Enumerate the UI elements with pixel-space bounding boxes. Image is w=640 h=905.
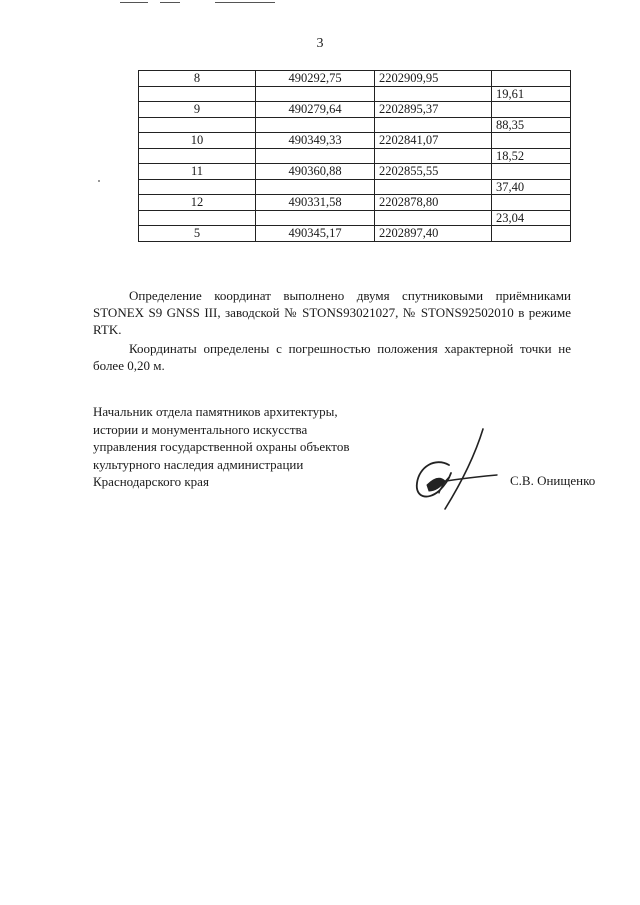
point-number-cell: 11 <box>139 164 256 180</box>
x-coordinate-cell: 490349,33 <box>256 133 375 149</box>
table-row-point <box>139 164 571 180</box>
table-row-point <box>139 71 571 87</box>
table-row-distance <box>139 117 571 133</box>
top-edge-mark <box>160 2 180 3</box>
distance-cell <box>492 102 571 118</box>
x-coordinate-cell <box>256 179 375 195</box>
y-coordinate-cell: 2202897,40 <box>375 226 492 242</box>
handwritten-signature <box>405 425 500 515</box>
top-edge-mark <box>120 2 148 3</box>
signatory-title-line: Краснодарского края <box>93 474 209 489</box>
point-number-cell <box>139 117 256 133</box>
coordinates-table <box>138 70 571 242</box>
distance-cell <box>492 133 571 149</box>
distance-cell <box>492 71 571 87</box>
table-row-distance <box>139 210 571 226</box>
coordinates-table-body <box>139 71 571 242</box>
table-row-point <box>139 133 571 149</box>
distance-cell: 18,52 <box>492 148 571 164</box>
point-number-cell <box>139 148 256 164</box>
point-number-cell <box>139 210 256 226</box>
table-row-distance <box>139 179 571 195</box>
y-coordinate-cell <box>375 148 492 164</box>
point-number-cell: 10 <box>139 133 256 149</box>
distance-cell <box>492 226 571 242</box>
x-coordinate-cell <box>256 117 375 133</box>
y-coordinate-cell <box>375 210 492 226</box>
table-row-point <box>139 226 571 242</box>
paragraph-text: Координаты определены с погрешностью положения характерной точки не более 0,20 м. <box>93 341 571 373</box>
y-coordinate-cell: 2202878,80 <box>375 195 492 211</box>
point-number-cell <box>139 179 256 195</box>
table-row-distance <box>139 86 571 102</box>
point-number-cell: 12 <box>139 195 256 211</box>
signer-name: С.В. Онищенко <box>510 473 596 488</box>
x-coordinate-cell <box>256 210 375 226</box>
signatory-title-line: культурного наследия администрации <box>93 456 304 472</box>
accuracy-paragraph <box>93 340 571 374</box>
paragraph-text: Определение координат выполнено двумя спутниковыми приёмниками STONEX S9 GNSS III, заводской № STONS93021027, № STONS92502010 в режиме RTK. <box>93 288 571 337</box>
scan-speck <box>98 180 100 182</box>
point-number-cell: 8 <box>139 71 256 87</box>
top-edge-mark <box>215 2 275 3</box>
page-number: 3 <box>316 36 324 51</box>
x-coordinate-cell <box>256 86 375 102</box>
y-coordinate-cell <box>375 179 492 195</box>
x-coordinate-cell: 490292,75 <box>256 71 375 87</box>
distance-cell: 23,04 <box>492 210 571 226</box>
table-row-point <box>139 102 571 118</box>
y-coordinate-cell: 2202841,07 <box>375 133 492 149</box>
x-coordinate-cell: 490360,88 <box>256 164 375 180</box>
y-coordinate-cell: 2202895,37 <box>375 102 492 118</box>
table-row-distance <box>139 148 571 164</box>
distance-cell: 37,40 <box>492 179 571 195</box>
point-number-cell: 9 <box>139 102 256 118</box>
signatory-title-line: Начальник отдела памятников архитектуры, <box>93 404 338 419</box>
distance-cell: 19,61 <box>492 86 571 102</box>
x-coordinate-cell: 490331,58 <box>256 195 375 211</box>
x-coordinate-cell: 490345,17 <box>256 226 375 242</box>
distance-cell <box>492 195 571 211</box>
y-coordinate-cell: 2202855,55 <box>375 164 492 180</box>
y-coordinate-cell <box>375 86 492 102</box>
x-coordinate-cell <box>256 148 375 164</box>
y-coordinate-cell: 2202909,95 <box>375 71 492 87</box>
signatory-title-line: управления государственной охраны объектов <box>93 439 350 454</box>
y-coordinate-cell <box>375 117 492 133</box>
signatory-title <box>93 403 349 491</box>
table-row-point <box>139 195 571 211</box>
signatory-title-line: истории и монументального искусства <box>93 421 308 437</box>
point-number-cell: 5 <box>139 226 256 242</box>
measurement-method-paragraph <box>93 287 571 338</box>
distance-cell: 88,35 <box>492 117 571 133</box>
point-number-cell <box>139 86 256 102</box>
x-coordinate-cell: 490279,64 <box>256 102 375 118</box>
distance-cell <box>492 164 571 180</box>
